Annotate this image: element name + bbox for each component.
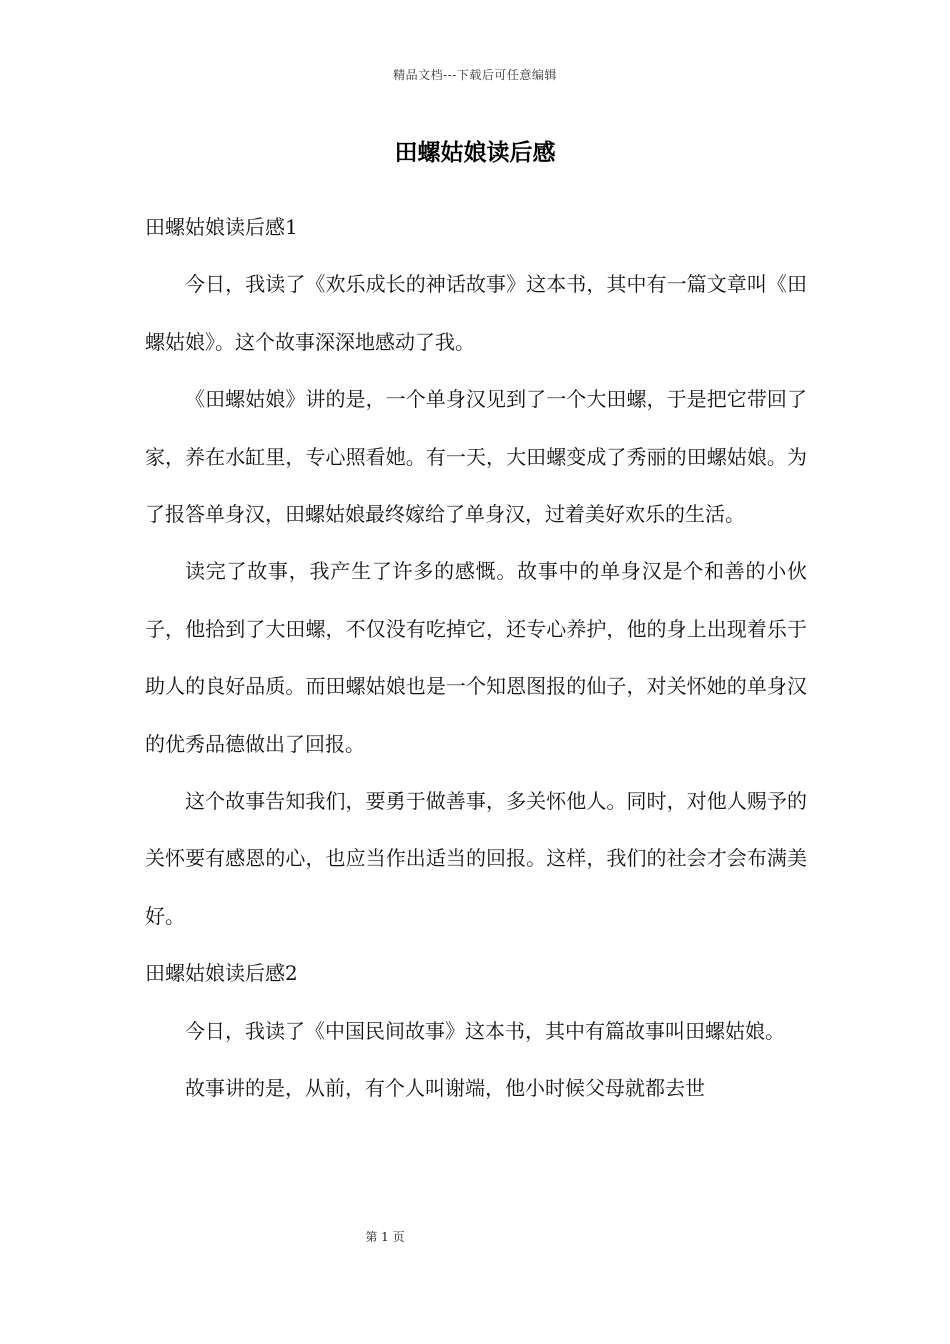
paragraph: 今日，我读了《中国民间故事》这本书，其中有篇故事叫田螺姑娘。 (185, 1018, 785, 1043)
section-heading: 田螺姑娘读后感2 (145, 961, 298, 986)
paragraph: 《田螺姑娘》讲的是，一个单身汉见到了一个大田螺，于是把它带回了家，养在水缸里，专心照看她。有一天，大田螺变成了秀丽的田螺姑娘。为了报答单身汉，田螺姑娘最终嫁给了单身汉，过着美好欢乐的生活。 (145, 387, 807, 527)
page-number: 第 1 页 (365, 1230, 405, 1244)
document-body (145, 199, 807, 1118)
document-title: 田螺姑娘读后感 (394, 139, 556, 166)
paragraph: 故事讲的是，从前，有个人叫谢端，他小时候父母就都去世 (185, 1076, 705, 1101)
page-header: 精品文档---下载后可任意编辑 (393, 68, 557, 82)
section-heading: 田螺姑娘读后感1 (145, 215, 298, 239)
paragraph: 这个故事告知我们，要勇于做善事，多关怀他人。同时，对他人赐予的关怀要有感恩的心，也应当作出适当的回报。这样，我们的社会才会布满美好。 (145, 789, 807, 928)
paragraph: 今日，我读了《欢乐成长的神话故事》这本书，其中有一篇文章叫《田螺姑娘》。这个故事深深地感动了我。 (145, 272, 807, 354)
paragraph: 读完了故事，我产生了许多的感慨。故事中的单身汉是个和善的小伙子，他拾到了大田螺，不仅没有吃掉它，还专心养护，他的身上出现着乐于助人的良好品质。而田螺姑娘也是一个知恩图报的仙子，对关怀她的单身汉的优秀品德做出了回报。 (145, 559, 807, 756)
